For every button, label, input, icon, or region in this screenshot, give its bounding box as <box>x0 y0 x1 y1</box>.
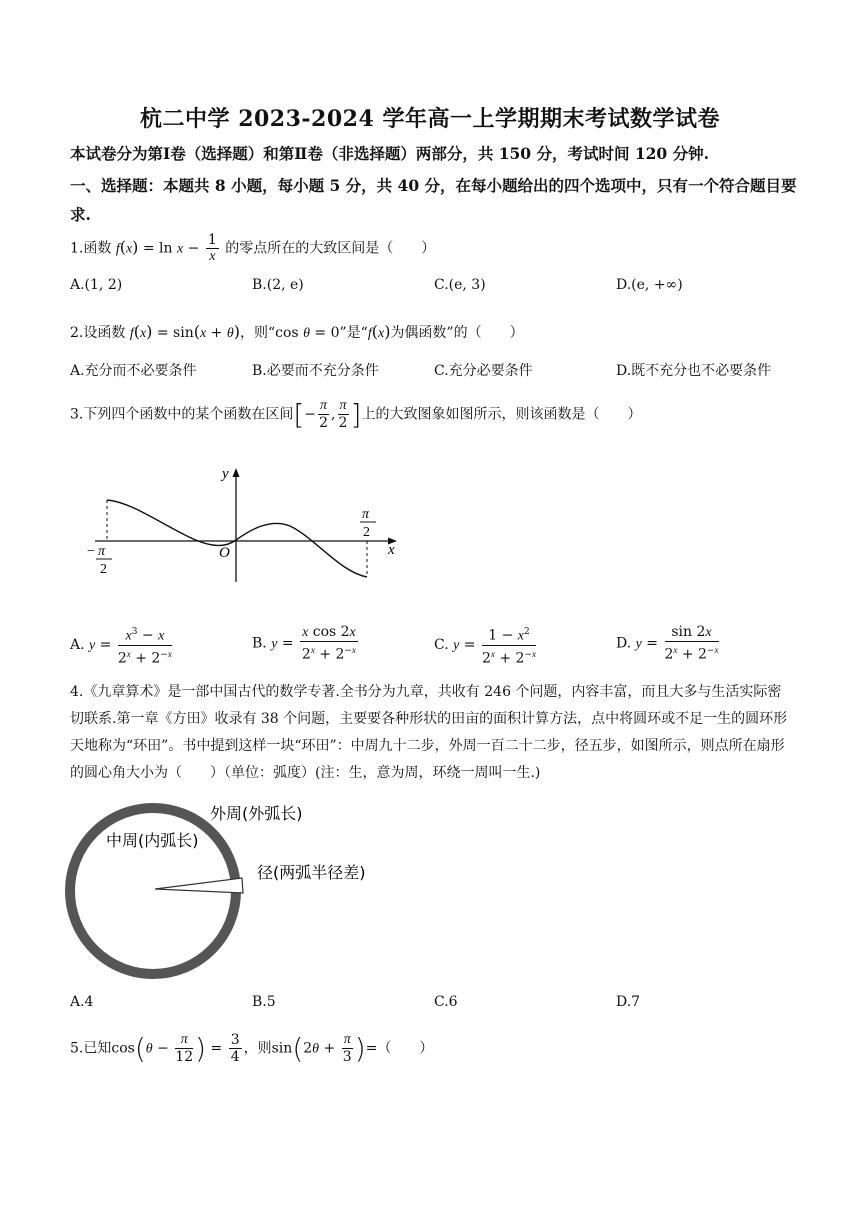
right-two: 2 <box>363 525 370 540</box>
exam-title: 杭二中学 2023-2024 学年高一上学期期末考试数学试卷 <box>140 106 720 132</box>
origin-label: O <box>219 545 230 561</box>
q4-ring-field-diagram <box>60 798 390 988</box>
q2-option-d[interactable]: D.既不充分也不必要条件 <box>616 363 772 379</box>
q1-option-b[interactable]: B.(2, e) <box>252 277 304 293</box>
q2-option-b[interactable]: B.必要而不充分条件 <box>252 363 379 379</box>
q1-option-d[interactable]: D.(e, +∞) <box>616 277 683 293</box>
q4-option-d[interactable]: D.7 <box>616 994 641 1010</box>
q2-option-c[interactable]: C.充分必要条件 <box>434 363 533 379</box>
left-pi: π <box>98 544 106 559</box>
q3-function-graph <box>85 460 415 585</box>
neg-sign: − <box>87 544 95 559</box>
question-2: 2.设函数 f(x) = sin(x + θ)，则“cos θ = 0”是“f(x)为偶函数”的（ ） <box>70 322 524 341</box>
q1-fraction: $\frac{1}{x}$ <box>207 232 217 264</box>
question-5: 5.已知cos(θ − $\frac{\pi}{12}$ ) = $\frac{3}{4}$ ，则sin(2θ + $\frac{\pi}{3}$ )=（ ） <box>70 1032 434 1065</box>
q1-option-a[interactable]: A.(1, 2) <box>70 277 123 293</box>
x-label: x <box>388 542 395 558</box>
q4-option-c[interactable]: C.6 <box>434 994 458 1010</box>
q2-option-a[interactable]: A.充分而不必要条件 <box>70 363 197 379</box>
right-pi: π <box>362 507 370 522</box>
q3-option-b[interactable]: B. y = $\frac{\text{x cos 2x}}{2^x + 2^{-x}}$ <box>252 624 356 663</box>
y-axis-arrow <box>233 468 240 477</box>
left-two: 2 <box>100 562 107 577</box>
q4-option-a[interactable]: A.4 <box>70 994 94 1010</box>
exam-intro: 本试卷分为第Ⅰ卷（选择题）和第Ⅱ卷（非选择题）两部分，共 150 分，考试时间 120 分钟. <box>70 144 710 163</box>
q1-option-c[interactable]: C.(e, 3) <box>434 277 486 293</box>
question-1: 1.函数 f(x) = ln x − $\frac{1}{x}$ 的零点所在的大致区间是（ ） <box>70 232 436 264</box>
question-3: 3.下列四个函数中的某个函数在区间[− $\frac{\pi}{2}$ , $\frac{\pi}{2}$ ]上的大致图象如图所示，则该函数是（ ） <box>70 398 642 431</box>
diameter-label: 径(两弧半径差) <box>257 863 366 882</box>
q1-formula: f <box>115 241 120 257</box>
q3-option-c[interactable]: C. y = $\frac{1 - x^2}{2^x + 2^{-x}}$ <box>434 624 538 666</box>
inner-arc-label: 中周(内弧长) <box>106 831 199 850</box>
q3-option-a[interactable]: A. y = $\frac{x^3 - x}{2^x + 2^{-x}}$ <box>70 624 174 666</box>
outer-arc-label: 外周(外弧长) <box>210 804 303 823</box>
q3-option-d[interactable]: D. y = $\frac{\sin 2x}{2^x + 2^{-x}}$ <box>616 624 719 663</box>
q4-option-b[interactable]: B.5 <box>252 994 276 1010</box>
function-curve <box>107 500 367 577</box>
question-4: 4.《九章算术》是一部中国古代的数学专著.全书分为九章，共收有 246 个问题，内容丰富，而且大多与生活实际密切联系.第一章《方田》收录有 38 个问题，主要要各种形状的田亩的面积计算方法，点中将圆环或不足一生的圆环形天地称为“环田”。书中提到这样一块“环田”：中周九十二步，外周一百二十二步，径五步，如图所示，则点所在扇形的圆心角大小为（ ）（单位：弧度）(注：生，意为周，环绕一周叫一生.) <box>70 684 788 781</box>
y-label: y <box>222 466 229 482</box>
section-heading: 一、选择题：本题共 8 小题，每小题 5 分，共 40 分，在每小题给出的四个选项中，只有一个符合题目要求. <box>70 176 797 224</box>
sector-gap <box>155 878 243 893</box>
